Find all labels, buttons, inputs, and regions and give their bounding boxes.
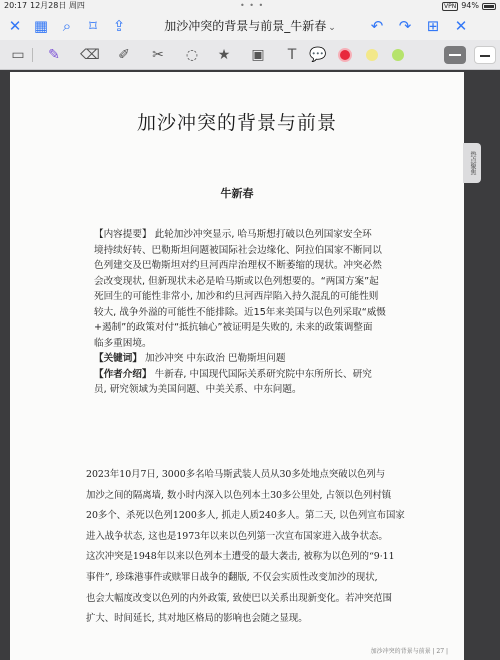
add-page-icon[interactable]: ⊞	[426, 17, 440, 35]
section-tab[interactable]: 热点聚焦	[463, 143, 481, 183]
bookmark-icon[interactable]: ⌑	[89, 17, 97, 35]
annotation-toolbar	[0, 40, 500, 70]
stroke-width-thick-button[interactable]	[474, 46, 496, 64]
body-line: 进入战争状态, 这也是1973年以来以色列第一次宣布国家进入战争状态。	[86, 530, 388, 542]
document-title-text: 加沙冲突的背景与前景_牛新春	[164, 19, 327, 33]
pen-tool-icon[interactable]: ✎	[48, 47, 60, 63]
page-footer: 加沙冲突的背景与前景 | 27 |	[370, 648, 448, 655]
lasso-tool-icon[interactable]: ◌	[185, 47, 199, 63]
body-line: 20多个、杀死以色列1200多人, 抓走人质240多人。第二天, 以色列宣布国家	[86, 510, 405, 522]
chevron-down-icon: ⌄	[328, 23, 336, 33]
image-tool-icon[interactable]: ▣	[251, 47, 265, 63]
status-date: 12月28日 周四	[30, 1, 85, 10]
battery-icon	[482, 3, 496, 10]
abstract-line: 色列建交及巴勒斯坦对约旦河西岸治理权不断萎缩的现状。冲突必然	[94, 260, 382, 271]
multitask-dots-icon[interactable]: • • •	[240, 1, 265, 10]
status-bar	[0, 0, 500, 12]
document-page[interactable]	[10, 72, 464, 660]
close-icon[interactable]: ✕	[8, 17, 22, 35]
color-swatch-green[interactable]	[392, 49, 404, 61]
abstract-line: 会改变现状, 但新现状未必是哈马斯或以色列想要的。“两国方案”起	[94, 275, 379, 287]
abstract-line: +遏制”的政策对付“抵抗轴心”被证明是失败的, 未来的政策调整面	[94, 322, 373, 333]
keywords-line	[94, 351, 410, 367]
status-right	[442, 0, 496, 12]
grid-icon[interactable]: ▦	[33, 17, 49, 35]
abstract-line: 境持续好转、巴勒斯坦问题被国际社会边缘化、阿拉伯国家不断同以	[94, 244, 382, 256]
author-intro-line: 员, 研究领域为美国问题、中美关系、中东问题。	[94, 384, 302, 395]
color-swatch-red[interactable]	[338, 48, 352, 62]
body-line: 事件”, 珍珠港事件或赎罪日战争的翻版, 不仅会实质性改变加沙的现状,	[86, 571, 378, 583]
status-time: 20:17	[4, 1, 28, 10]
body-line: 加沙之间的隔离墙, 数小时内深入以色列本土30多公里处, 占领以色列村镇	[86, 489, 392, 501]
keywords-text: 加沙冲突 中东政治 巴勒斯坦问题	[145, 353, 286, 364]
close-editor-icon[interactable]: ✕	[454, 17, 468, 35]
article-body	[86, 465, 416, 630]
search-icon[interactable]: ⌕	[62, 17, 72, 35]
share-icon[interactable]: ⇪	[112, 17, 126, 35]
color-swatch-yellow[interactable]	[366, 49, 378, 61]
text-tool-icon[interactable]: T	[287, 47, 297, 63]
author-intro-text: 牛新春, 中国现代国际关系研究院中东所所长、研究	[154, 368, 372, 380]
body-line: 这次冲突是1948年以来以色列本土遭受的最大袭击, 被称为以色列的“9·11	[86, 551, 395, 563]
eraser-tool-icon[interactable]: ⌫	[80, 47, 100, 63]
keywords-label: 【关键词】	[94, 353, 142, 364]
body-line: 扩大、时间延长, 其对地区格局的影响也会随之显现。	[86, 613, 308, 625]
title-bar	[0, 12, 500, 40]
body-line: 2023年10月7日, 3000多名哈马斯武装人员从30多处地点突破以色列与	[86, 469, 386, 480]
document-title[interactable]	[150, 12, 350, 40]
sidebar-toggle-icon[interactable]: ▭	[11, 47, 25, 63]
stroke-width-thin-button[interactable]	[444, 46, 466, 64]
shape-tool-icon[interactable]: ✂	[152, 47, 164, 63]
toolbar-divider	[32, 48, 33, 62]
undo-icon[interactable]: ↶	[370, 17, 384, 35]
redo-icon[interactable]: ↷	[398, 17, 412, 35]
article-author: 牛新春	[220, 187, 254, 200]
sticker-tool-icon[interactable]: ★	[217, 47, 231, 63]
highlighter-tool-icon[interactable]: ✐	[118, 47, 130, 63]
article-title: 加沙冲突的背景与前景	[136, 112, 337, 134]
battery-percent: 94%	[461, 1, 479, 10]
abstract-line: 【内容提要】 此轮加沙冲突显示, 哈马斯想打破以色列国家安全环	[94, 229, 372, 240]
vpn-badge: VPN	[444, 2, 457, 10]
body-line: 也会大幅度改变以色列的内外政策, 致使巴以关系出现新变化。若冲突范围	[86, 592, 392, 604]
article-abstract	[94, 227, 410, 398]
abstract-line: 较大, 战争外溢的可能性不能排除。近15年来美国与以色列采取“威慑	[94, 306, 386, 318]
abstract-line: 死回生的可能性非常小, 加沙和约旦河西岸陷入持久混乱的可能性则	[94, 291, 379, 302]
comment-tool-icon[interactable]: 💬	[309, 47, 327, 63]
abstract-line: 临多重困境。	[94, 337, 152, 349]
author-intro-label: 【作者介绍】	[94, 368, 152, 380]
author-intro-line	[94, 367, 410, 383]
